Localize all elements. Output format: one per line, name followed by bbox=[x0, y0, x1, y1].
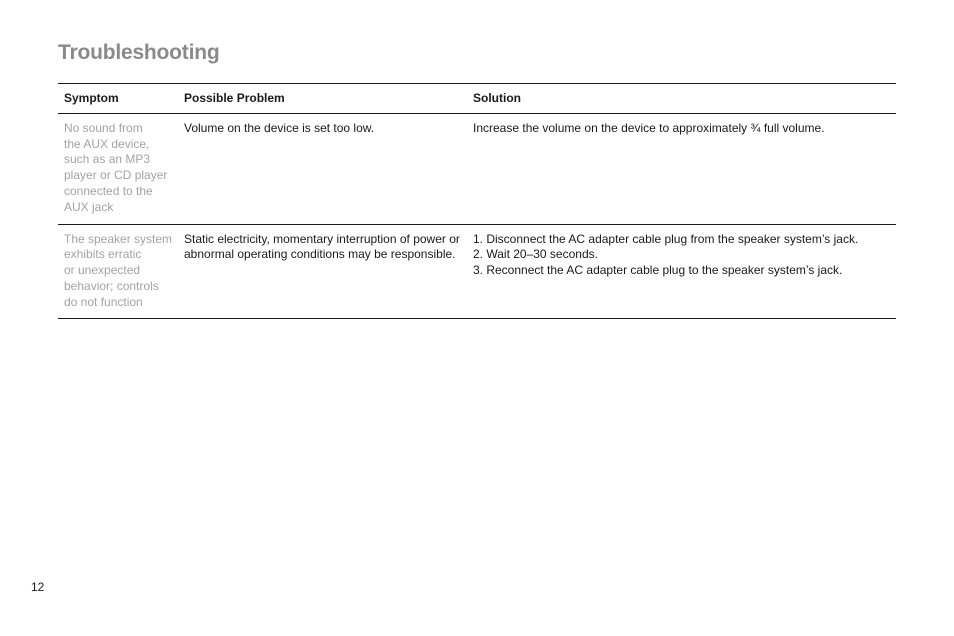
problem-cell bbox=[184, 114, 473, 224]
solution-cell bbox=[473, 114, 896, 224]
symptom-line: No sound from bbox=[64, 120, 143, 135]
table-row bbox=[58, 225, 896, 319]
header-possible-problem: Possible Problem bbox=[184, 91, 285, 105]
symptom-cell bbox=[58, 225, 184, 318]
symptom-cell bbox=[58, 114, 184, 224]
problem-text: Volume on the device is set too low. bbox=[184, 120, 375, 135]
solution-step: 1. Disconnect the AC adapter cable plug from the speaker system’s jack. bbox=[473, 231, 859, 246]
page-number: 12 bbox=[31, 580, 45, 594]
symptom-line: The speaker system bbox=[64, 231, 173, 246]
troubleshooting-table bbox=[58, 83, 896, 319]
solution-step: 2. Wait 20–30 seconds. bbox=[473, 247, 598, 262]
problem-line: Static electricity, momentary interruption of power or bbox=[184, 231, 460, 246]
problem-line: abnormal operating conditions may be responsible. bbox=[184, 247, 456, 262]
symptom-line: or unexpected bbox=[64, 263, 141, 278]
solution-step: 3. Reconnect the AC adapter cable plug to the speaker system’s jack. bbox=[473, 263, 843, 278]
symptom-line: such as an MP3 bbox=[64, 152, 151, 167]
table-row bbox=[58, 114, 896, 225]
symptom-line: do not function bbox=[64, 294, 143, 309]
solution-text: Increase the volume on the device to approximately ¾ full volume. bbox=[473, 120, 825, 135]
header-symptom: Symptom bbox=[64, 91, 119, 105]
solution-cell bbox=[473, 225, 896, 318]
table-header-row bbox=[58, 84, 896, 114]
symptom-line: AUX jack bbox=[64, 199, 114, 214]
symptom-line: behavior; controls bbox=[64, 278, 159, 293]
symptom-line: the AUX device, bbox=[64, 136, 150, 151]
header-solution: Solution bbox=[473, 91, 521, 105]
solution-steps bbox=[473, 232, 892, 279]
page-title: Troubleshooting bbox=[58, 41, 220, 64]
symptom-line: connected to the bbox=[64, 183, 153, 198]
problem-cell bbox=[184, 225, 473, 318]
symptom-line: exhibits erratic bbox=[64, 247, 142, 262]
symptom-line: player or CD player bbox=[64, 168, 168, 183]
